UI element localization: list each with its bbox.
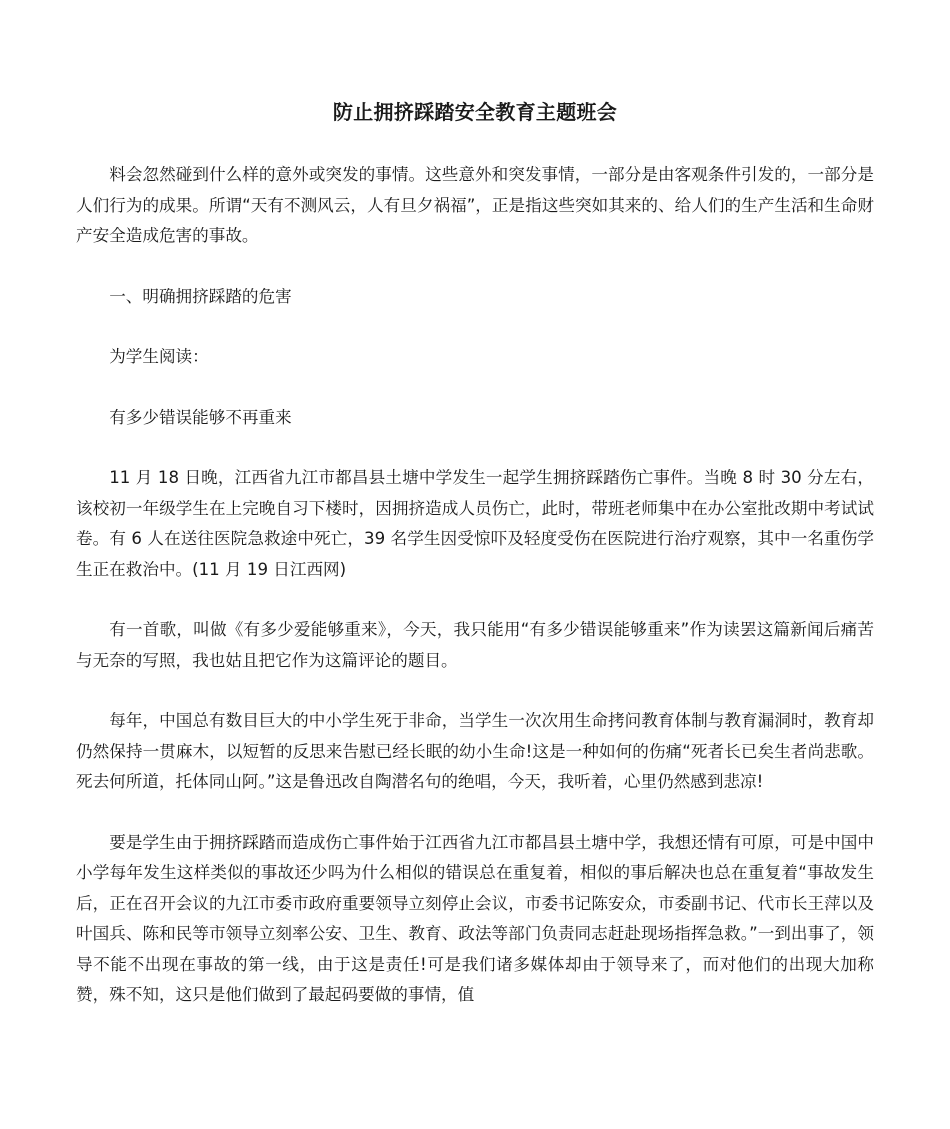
paragraph-intro: 料会忽然碰到什么样的意外或突发的事情。这些意外和突发事情，一部分是由客观条件引发的，一部分是人们行为的成果。所谓“天有不测风云，人有旦夕祸福”，正是指这些突如其来的、给人们的生产生活和生命财产安全造成危害的事故。 xyxy=(76,165,874,245)
section-heading: 一、明确拥挤踩踏的危害 xyxy=(109,286,292,306)
document-title: 防止拥挤踩踏安全教育主题班会 xyxy=(332,100,618,124)
paragraph-news: 11 月 18 日晚，江西省九江市都昌县土塘中学发生一起学生拥挤踩踏伤亡事件。当晚 8 时 30 分左右，该校初一年级学生在上完晚自习下楼时，因拥挤造成人员伤亡，此时，带班老师集中在办公室批改期中考试试卷。有 6 人在送往医院急救途中死亡，39 名学生因受惊吓及轻度受伤在医院进行治疗观察，其中一名重伤学生正在救治中。(11 月 19 日江西网) xyxy=(76,468,874,579)
paragraph-song: 有一首歌，叫做《有多少爱能够重来》，今天，我只能用“有多少错误能够重来”作为读罢这篇新闻后痛苦与无奈的写照，我也姑且把它作为这篇评论的题目。 xyxy=(76,620,874,670)
paragraph-reflection: 每年，中国总有数目巨大的中小学生死于非命，当学生一次次用生命拷问教育体制与教育漏洞时，教育却仍然保持一贯麻木，以短暂的反思来告慰已经长眠的幼小生命!这是一种如何的伤痛“死者长已矣生者尚悲歌。死去何所道，托体同山阿。”这是鲁迅改自陶潜名句的绝唱，今天，我听着，心里仍然感到悲凉! xyxy=(76,711,874,791)
reading-label: 为学生阅读： xyxy=(109,347,209,366)
paragraph-commentary: 要是学生由于拥挤踩踏而造成伤亡事件始于江西省九江市都昌县土塘中学，我想还情有可原，可是中国中小学每年发生这样类似的事故还少吗为什么相似的错误总在重复着，相似的事后解决也总在重复着“事故发生后，正在召开会议的九江市委市政府重要领导立刻停止会议，市委书记陈安众，市委副书记、代市长王萍以及叶国兵、陈和民等市领导立刻率公安、卫生、教育、政法等部门负责同志赶赴现场指挥急救。”一到出事了，领导不能不出现在事故的第一线，由于这是责任!可是我们诸多媒体却由于领导来了，而对他们的出现大加称赞，殊不知，这只是他们做到了最起码要做的事情，值 xyxy=(76,832,874,1004)
article-title: 有多少错误能够不再重来 xyxy=(109,407,292,427)
